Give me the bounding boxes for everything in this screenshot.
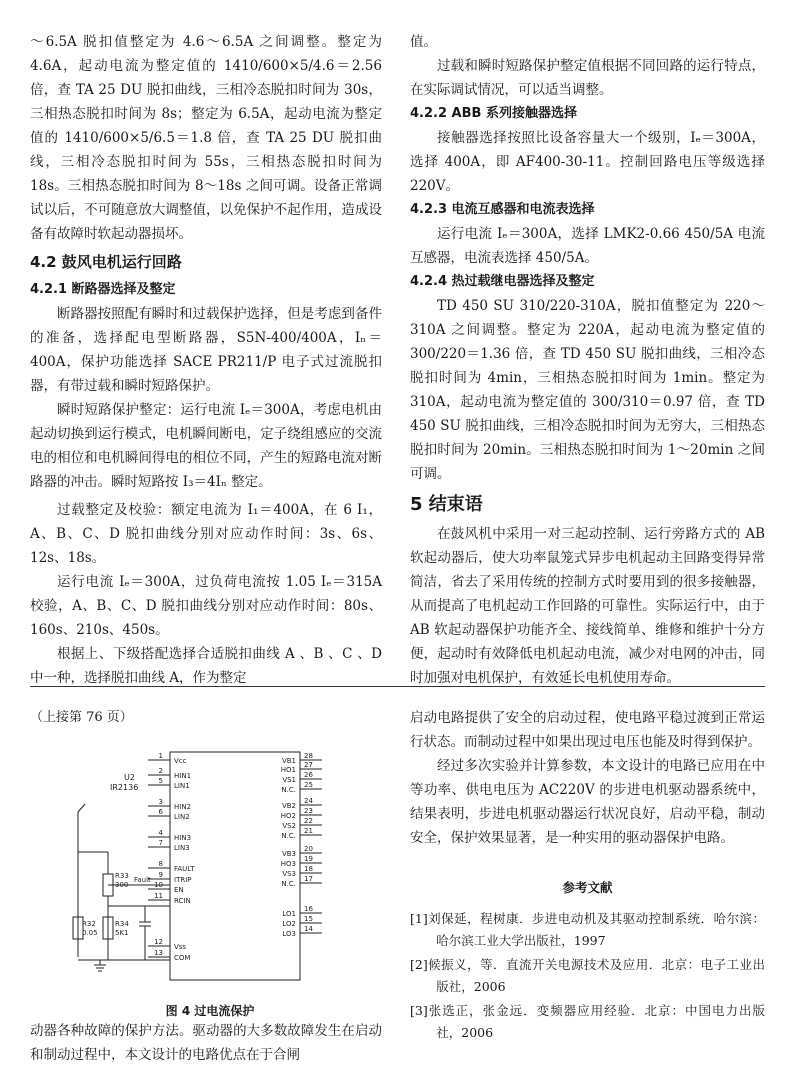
- r34-value: 5K1: [115, 929, 129, 937]
- pin-label: N.C.: [281, 786, 296, 794]
- pin-number: 1: [158, 752, 163, 760]
- pin-number: 2: [158, 767, 163, 775]
- pin-label: ITRIP: [174, 876, 192, 884]
- pin-number: 27: [304, 761, 313, 769]
- paragraph: TD 450 SU 310/220-310A，脱扣值整定为 220～310A 之间调整。整定为 220A，起动电流为整定值的 300/220＝1.36 倍，查 TD 450 SU 脱扣曲线，三相冷态脱扣时间为 4min，三相热态脱扣时间为 1min。整定为 310A，起动电流为整定值的 300/310＝0.97 倍，查 TD 450 SU 脱扣曲线，三相冷态脱扣时间为无穷大，三相热态脱扣时间为 20min。三相热态脱扣时间为 1～20min 之间可调。: [410, 298, 765, 482]
- pin-number: 15: [304, 915, 313, 923]
- divider-rule: [30, 686, 765, 687]
- paragraph: 在鼓风机中采用一对三起动控制、运行旁路方式的 AB 软起动器后，使大功率鼠笼式异步电机起动主回路变得异常简洁，省去了采用传统的控制方式时要用到的很多接触器，从而提高了电机起动工作回路的可靠性。实际运行中，由于 AB 软起动器保护功能齐全、接线简单、维修和维护十分方便，起动时有效降低电机起动电流，减少对电网的冲击，同时加强对电机保护，有效延长电机使用寿命。: [410, 526, 765, 686]
- pin-number: 25: [304, 781, 313, 789]
- pin-label: HIN2: [174, 803, 192, 811]
- right-column: [410, 30, 765, 690]
- paragraph: 断路器按照配有瞬时和过载保护选择，但是考虑到备件的准备，选择配电型断路器，S5N-400/400A，Iₙ＝400A，保护功能选择 SACE PR211/P 电子式过流脱扣器，有带过载和瞬时短路保护。: [30, 306, 382, 394]
- pin-label: VB1: [281, 757, 296, 765]
- reference-item: [2]候振义，等．直流开关电源技术及应用．北京：电子工业出版社，2006: [410, 957, 765, 994]
- continued-note: （上接第 76 页）: [30, 710, 133, 725]
- r34-label: R34: [115, 920, 129, 928]
- left-pins: [148, 752, 195, 962]
- pin-number: 20: [304, 845, 313, 853]
- fault-label: Fault: [134, 876, 151, 884]
- bottom-right-column: [410, 706, 765, 1046]
- reference-item: [3]张选正，张金远．变频器应用经验．北京：中国电力出版社，2006: [410, 1003, 765, 1040]
- overcurrent-protection-circuit: [60, 742, 360, 990]
- pin-number: 9: [158, 871, 163, 879]
- pin-label: LO1: [282, 910, 296, 918]
- figure-caption: 图 4 过电流保护: [165, 1004, 255, 1018]
- pin-label: RCIN: [174, 897, 191, 905]
- pin-label: LIN1: [174, 782, 190, 790]
- pin-number: 11: [154, 892, 163, 900]
- paragraph: 接触器选择按照比设备容量大一个级别，Iₑ＝300A，选择 400A，即 AF400-30-11。控制回路电压等级选择 220V。: [410, 130, 765, 194]
- paragraph: 过载和瞬时短路保护整定值根据不同回路的运行特点，在实际调试情况，可以适当调整。: [410, 58, 765, 98]
- pin-number: 6: [158, 808, 163, 816]
- pin-label: LIN3: [174, 844, 190, 852]
- references-title: 参考文献: [562, 880, 613, 895]
- pin-number: 24: [304, 797, 313, 805]
- paragraph: 动器各种故障的保护方法。驱动器的大多数故障发生在启动和制动过程中，本文设计的电路优点在于合闸: [30, 1023, 382, 1063]
- pin-number: 28: [304, 752, 313, 760]
- pin-label: COM: [174, 954, 191, 962]
- left-column: [30, 30, 382, 690]
- pin-number: 3: [158, 798, 163, 806]
- paragraph: 启动电路提供了安全的启动过程，使电路平稳过渡到正常运行状态。而制动过程中如果出现过电压也能及时得到保护。: [410, 710, 765, 750]
- pin-number: 17: [304, 875, 313, 883]
- pin-number: 4: [158, 829, 163, 837]
- pin-label: LO3: [282, 930, 296, 938]
- pin-number: 13: [154, 949, 163, 957]
- section-heading: 5 结束语: [410, 494, 483, 515]
- r33-value: 300: [115, 881, 129, 889]
- pin-number: 5: [158, 777, 163, 785]
- pin-label: HO1: [280, 766, 296, 774]
- pin-number: 14: [304, 925, 313, 933]
- pin-number: 7: [158, 839, 163, 847]
- pin-label: VB3: [281, 850, 296, 858]
- pin-label: VS2: [282, 822, 296, 830]
- paragraph: ～6.5A 脱扣值整定为 4.6～6.5A 之间调整。整定为 4.6A，起动电流为整定值的 1410/600×5/4.6＝2.56 倍，查 TA 25 DU 脱扣曲线，三相冷态脱扣时间为 30s，三相热态脱扣时间为 8s；整定为 6.5A，起动电流为整定值的 1410/600×5/6.5＝1.8 倍，查 TA 25 DU 脱扣曲线，三相冷态脱扣时间为 55s，三相热态脱扣时间为 18s。三相热态脱扣时间为 8～18s 之间可调。设备正常调试以后，不可随意放大调整值，以免保护不起作用，造成设备有故障时软起动器损坏。: [30, 34, 382, 242]
- bottom-left-text: [30, 1019, 382, 1067]
- pin-number: 19: [304, 855, 313, 863]
- subsection-heading: 4.2.4 热过载继电器选择及整定: [410, 274, 595, 289]
- chip-name: U2: [124, 773, 135, 782]
- paragraph: 根据上、下级搭配选择合适脱扣曲线 A 、B 、C 、D 中一种，选择脱扣曲线 A，作为整定: [30, 646, 382, 686]
- pin-label: VB2: [281, 802, 296, 810]
- paragraph: 值。: [410, 34, 437, 50]
- r32-value: 0.05: [82, 929, 98, 937]
- pin-number: 22: [304, 817, 313, 825]
- subsection-heading: 4.2.1 断路器选择及整定: [30, 282, 176, 297]
- pin-number: 26: [304, 771, 313, 779]
- right-pins: [281, 752, 322, 938]
- pin-number: 16: [304, 905, 313, 913]
- pin-label: EN: [174, 886, 184, 894]
- pin-number: 10: [154, 881, 163, 889]
- pin-number: 21: [304, 827, 313, 835]
- paragraph: 运行电流 Iₑ＝300A，过负荷电流按 1.05 Iₑ＝315A 校验，A、B、C、D 脱扣曲线分别对应动作时间：80s、160s、210s、450s。: [30, 574, 382, 638]
- paragraph: 过载整定及校验：额定电流为 I₁＝400A，在 6 I₁，A、B、C、D 脱扣曲线分别对应动作时间：3s、6s、12s、18s。: [30, 502, 382, 566]
- pin-label: HO3: [280, 860, 296, 868]
- r32-label: R32: [82, 920, 96, 928]
- chip-part: IR2136: [110, 783, 139, 792]
- pin-label: LIN2: [174, 813, 190, 821]
- pin-label: FAULT: [174, 865, 195, 873]
- pin-number: 23: [304, 807, 313, 815]
- pin-label: Vss: [174, 943, 187, 951]
- section-heading: 4.2 鼓风电机运行回路: [30, 253, 182, 271]
- paragraph: 经过多次实验并计算参数，本文设计的电路已应用在中等功率、供电电压为 AC220V 的步进电机驱动器系统中，结果表明，步进电机驱动器运行状况良好，启动平稳，制动安全，保护效果显著，是一种实用的驱动器保护电路。: [410, 758, 765, 846]
- pin-number: 8: [158, 860, 163, 868]
- references-list: [410, 908, 765, 1044]
- reference-item: [1]刘保延，程树康．步进电动机及其驱动控制系统．哈尔滨：哈尔滨工业大学出版社，1997: [410, 911, 765, 948]
- pin-label: Vcc: [174, 757, 187, 765]
- pin-label: HIN1: [174, 772, 192, 780]
- pin-number: 12: [154, 938, 163, 946]
- subsection-heading: 4.2.3 电流互感器和电流表选择: [410, 202, 595, 217]
- paragraph: 瞬时短路保护整定：运行电流 Iₑ＝300A，考虑电机由起动切换到运行模式，电机瞬间断电，定子绕组感应的交流电的相位和电机瞬间得电的相位不同，产生的短路电流对断路器的冲击。瞬时短路按 I₃＝4Iₙ 整定。: [30, 402, 382, 490]
- pin-number: 18: [304, 865, 313, 873]
- pin-label: N.C.: [281, 880, 296, 888]
- pin-label: VS1: [282, 776, 296, 784]
- pin-label: VS3: [282, 870, 296, 878]
- pin-label: N.C.: [281, 832, 296, 840]
- paragraph: 运行电流 Iₑ＝300A，选择 LMK2-0.66 450/5A 电流互感器，电流表选择 450/5A。: [410, 226, 765, 266]
- r33-label: R33: [115, 872, 129, 880]
- pin-label: HIN3: [174, 834, 192, 842]
- pin-label: HO2: [280, 812, 296, 820]
- pin-label: LO2: [282, 920, 296, 928]
- subsection-heading: 4.2.2 ABB 系列接触器选择: [410, 106, 577, 121]
